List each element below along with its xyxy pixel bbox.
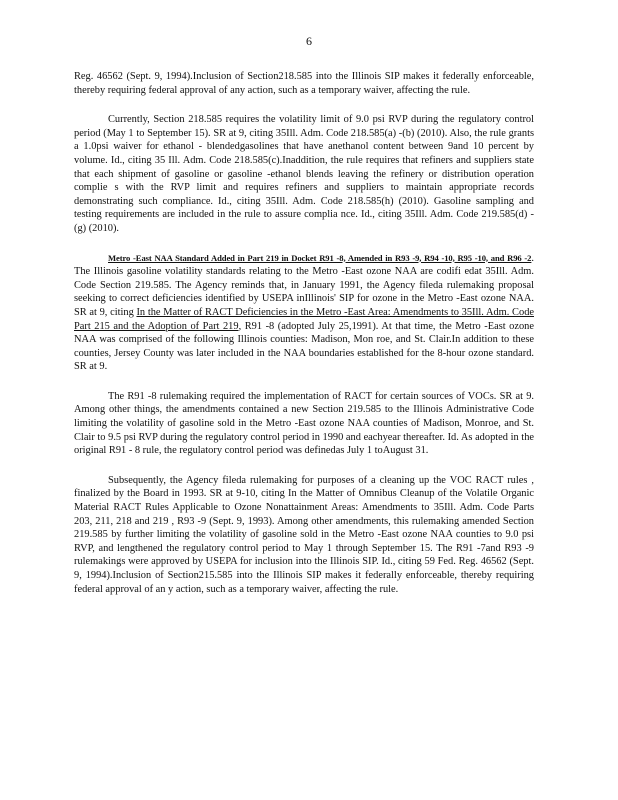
paragraph-4: The R91 -8 rulemaking required the implementation of RACT for certain sources of VOCs. SR at 9. Among other things, the amendments contained a new Section 219.585 to the Illinois Administrative Code limiting the volatility of gasoline sold in the Metro -East ozone NAA counties of Madison, Monroe, and St. Clair to 9.5 psi RVP during the regulatory control period in 1990 and eachyear thereafter. Id. As adopted in the original R91 - 8 rule, the regulatory control period was definedas July 1 toAugust 31. — [74, 390, 534, 457]
paragraph-3 — [74, 252, 534, 374]
paragraph-3-text-b: , R91 -8 (adopted July 25,1991). At that time, the Metro -East ozone NAA was comprised of the following Illinois counties: Madison, Mon roe, and St. Clair.In addition to these counties, Jersey County was later included in the NAA boundaries established for the 8-hour ozone standard. SR at 9. — [74, 320, 534, 373]
page-body — [74, 70, 534, 612]
section-heading: Metro -East NAA Standard Added in Part 219 in Docket R91 -8, Amended in R93 -9, R94 -10, R95 -10, and R96 -2 — [108, 252, 532, 263]
paragraph-1: Reg. 46562 (Sept. 9, 1994).Inclusion of Section218.585 into the Illinois SIP makes it federally enforceable, thereby requiring federal approval of any action, such as a temporary waiver, affecting the rule. — [74, 71, 534, 96]
paragraph-3-text-a: . The Illinois gasoline volatility standards relating to the Metro -East ozone NAA are codifi edat 35Ill. Adm. Code Section 219.585. The Agency reminds that, in January 1991, the Agency fileda rulemaking proposal seeking to correct deficiencies identified by USEPA inIllinois' SIP for ozone in the Metro -East ozone NAA. SR at 9, citing — [74, 252, 534, 318]
paragraph-2: Currently, Section 218.585 requires the volatility limit of 9.0 psi RVP during the regulatory control period (May 1 to September 15). SR at 9, citing 35Ill. Adm. Code 218.585(a) -(b) (2010). Also, the rule grants a 1.0psi waiver for ethanol - blendedgasolines that have anethanol content between 9and 10 percent by volume. Id., citing 35 Ill. Adm. Code 218.585(c).Inaddition, the rule requires that refiners and suppliers state that each shipment of gasoline or gasoline -ethanol blends leaving the refinery or distribution operation complie s with the RVP limit and requires refiners and suppliers to maintain appropriate records demonstrating such compliance. Id., citing 35Ill. Adm. Code 218.585(h) (2010). Gasoline sampling and testing requirements are included in the rule to assure complia nce. Id., citing 35Ill. Adm. Code 219.585(d) -(g) (2010). — [74, 114, 534, 234]
case-title: In the Matter of RACT Deficiencies in the Metro -East Area: Amendments to 35Ill. Adm. Code Part 215 and the Adoption of Part 219 — [74, 306, 534, 332]
page-number: 6 — [306, 34, 312, 48]
paragraph-5: Subsequently, the Agency fileda rulemaking for purposes of a cleaning up the VOC RACT rules , finalized by the Board in 1993. SR at 9-10, citing In the Matter of Omnibus Cleanup of the Volatile Organic Material RACT Rules Applicable to Ozone Nonattainment Areas: Amendments to 35Ill. Adm. Code Parts 203, 211, 218 and 219 , R93 -9 (Sept. 9, 1993). Among other amendments, this rulemaking amended Section 219.585 by further limiting the volatility of gasoline sold in the Metro -East ozone NAA counties to 9.0 psi RVP, and lengthened the regulatory control period to May 1 through September 15. The R91 -7and R93 -9 rulemakings were approved by USEPA for inclusion into the Illinois SIP. Id., citing 59 Fed. Reg. 46562 (Sept. 9, 1994).Inclusion of Section215.585 into the Illinois SIP makes it federally enforceable, thereby requiring federal approval of an y action, such as a temporary waiver, affecting the rule. — [74, 474, 534, 595]
